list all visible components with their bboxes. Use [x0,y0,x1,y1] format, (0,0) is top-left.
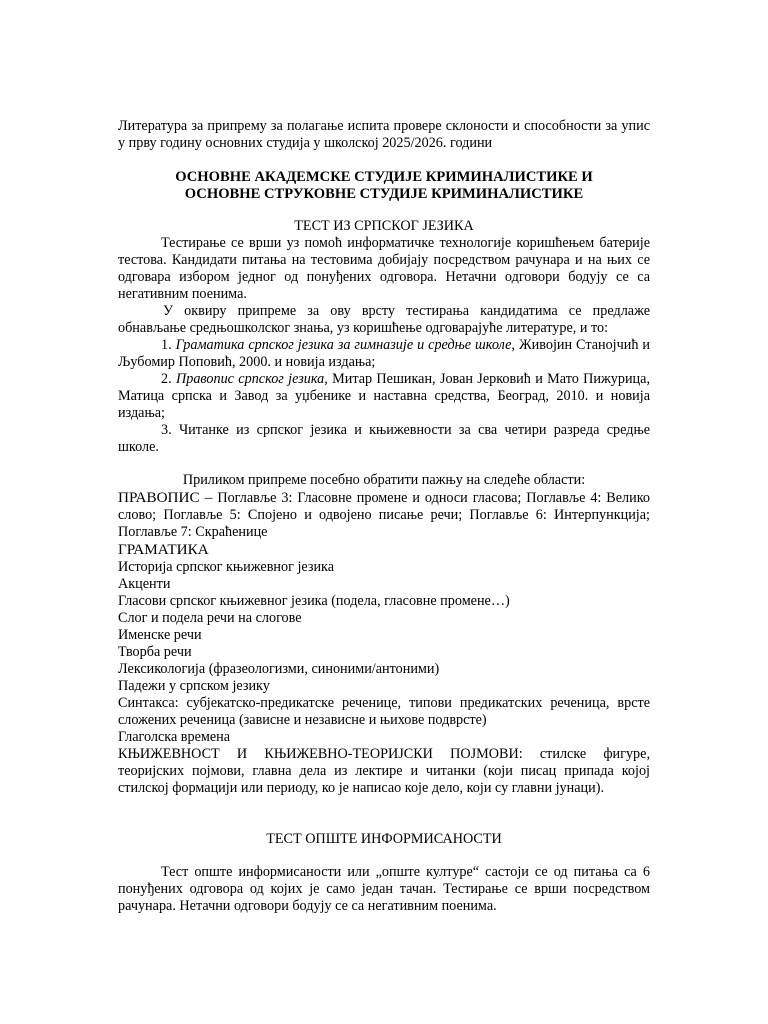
list-item: Историја српског књижевног језика [118,559,335,575]
gramatika-label: ГРАМАТИКА [118,541,209,558]
pravopis-label: ПРАВОПИС – [118,489,213,506]
list-item: Падежи у српском језику [118,678,270,694]
literature-title: Граматика српског језика за гимназије и средње школе [175,337,512,353]
areas-intro: Приликом припреме посебно обратити пажњу на следеће области: [182,472,586,488]
testing-paragraph: Тестирање се врши уз помоћ информатичке технологије коришћењем батерије тестова. Кандидати питања на тестовима добијају посредством рачунара и на њих се одговара избором једног од понуђених одговора. Нетачни одговори бодују се са негативним поенима. [118,235,650,302]
list-item: Синтакса: субјекатско-предикатске реченице, типови предикатских реченица, врсте сложених реченица (зависне и независне и њихове подврсте) [118,695,650,728]
literature-number: 2. [161,371,172,387]
literature-title: Правопис српског језика [175,371,325,387]
list-item: Творба речи [118,644,192,660]
literature-item-1 [118,337,650,371]
list-item: Именске речи [118,627,202,643]
pravopis-paragraph [118,489,650,541]
knjizevnost-paragraph [118,746,650,797]
knjizevnost-text: : стилске фигуре, теоријских појмови, главна дела из лектире и читанки (који писац припада којој стилској формацији или периоду, ко је написао које дело, који су главни јунаци). [118,746,650,796]
list-item: Лексикологија (фразеологизми, синоними/антоними) [118,661,440,677]
literature-details: , Митар Пешикан, Јован Јерковић и Мато Пижурица, Матица српска и Завод за уџбенике и наставна средства, Београд, 2010. и новија издања; [118,371,650,421]
list-item: Акценти [118,576,171,592]
list-item: Глаголска времена [118,729,231,745]
main-heading: ОСНОВНЕ АКАДЕМСКЕ СТУДИЈЕ КРИМИНАЛИСТИКЕ И ОСНОВНЕ СТРУКОВНЕ СТУДИЈЕ КРИМИНАЛИСТИКЕ [175,169,593,202]
intro-text: Литература за припрему за полагање испита провере склоности и способности за упис у прву годину основних студија у школској 2025/2026. години [118,118,650,151]
general-test-paragraph: Тест опште информисаности или „опште културе“ састоји се од питања са 6 понуђених одговора од којих је само један тачан. Тестирање се врши посредством рачунара. Нетачни одговори бодују се са негативним поенима. [118,864,650,914]
knjizevnost-label: КЊИЖЕВНОСТ И КЊИЖЕВНО-ТЕОРИЈСКИ ПОЈМОВИ [118,746,519,762]
literature-item-3: 3. Читанке из српског језика и књижевности за сва четири разреда средње школе. [118,422,650,455]
list-item: Слог и подела речи на слогове [118,610,302,626]
preparation-paragraph: У оквиру припреме за ову врсту тестирања кандидатима се предлаже обнављање средњошколског знања, уз коришћење одговарајуће литературе, и то: [118,303,650,336]
literature-details: , Живојин Станојчић и Љубомир Поповић, 2000. и новија издања; [118,337,650,370]
section-title-serbian: ТЕСТ ИЗ СРПСКОГ ЈЕЗИКА [294,218,474,234]
section-title-general: ТЕСТ ОПШТЕ ИНФОРМИСАНОСТИ [266,831,502,847]
literature-number: 1. [161,337,172,353]
list-item: Гласови српског књижевног језика (подела, гласовне промене…) [118,593,510,609]
document-page [118,118,650,915]
literature-item-2 [118,371,650,422]
pravopis-text: Поглавље 3: Гласовне промене и односи гласова; Поглавље 4: Велико слово; Поглавље 5: Спојено и одвојено писање речи; Поглавље 6: Интерпункција; Поглавље 7: Скраћенице [118,490,650,540]
grammar-topics-list [118,559,650,746]
